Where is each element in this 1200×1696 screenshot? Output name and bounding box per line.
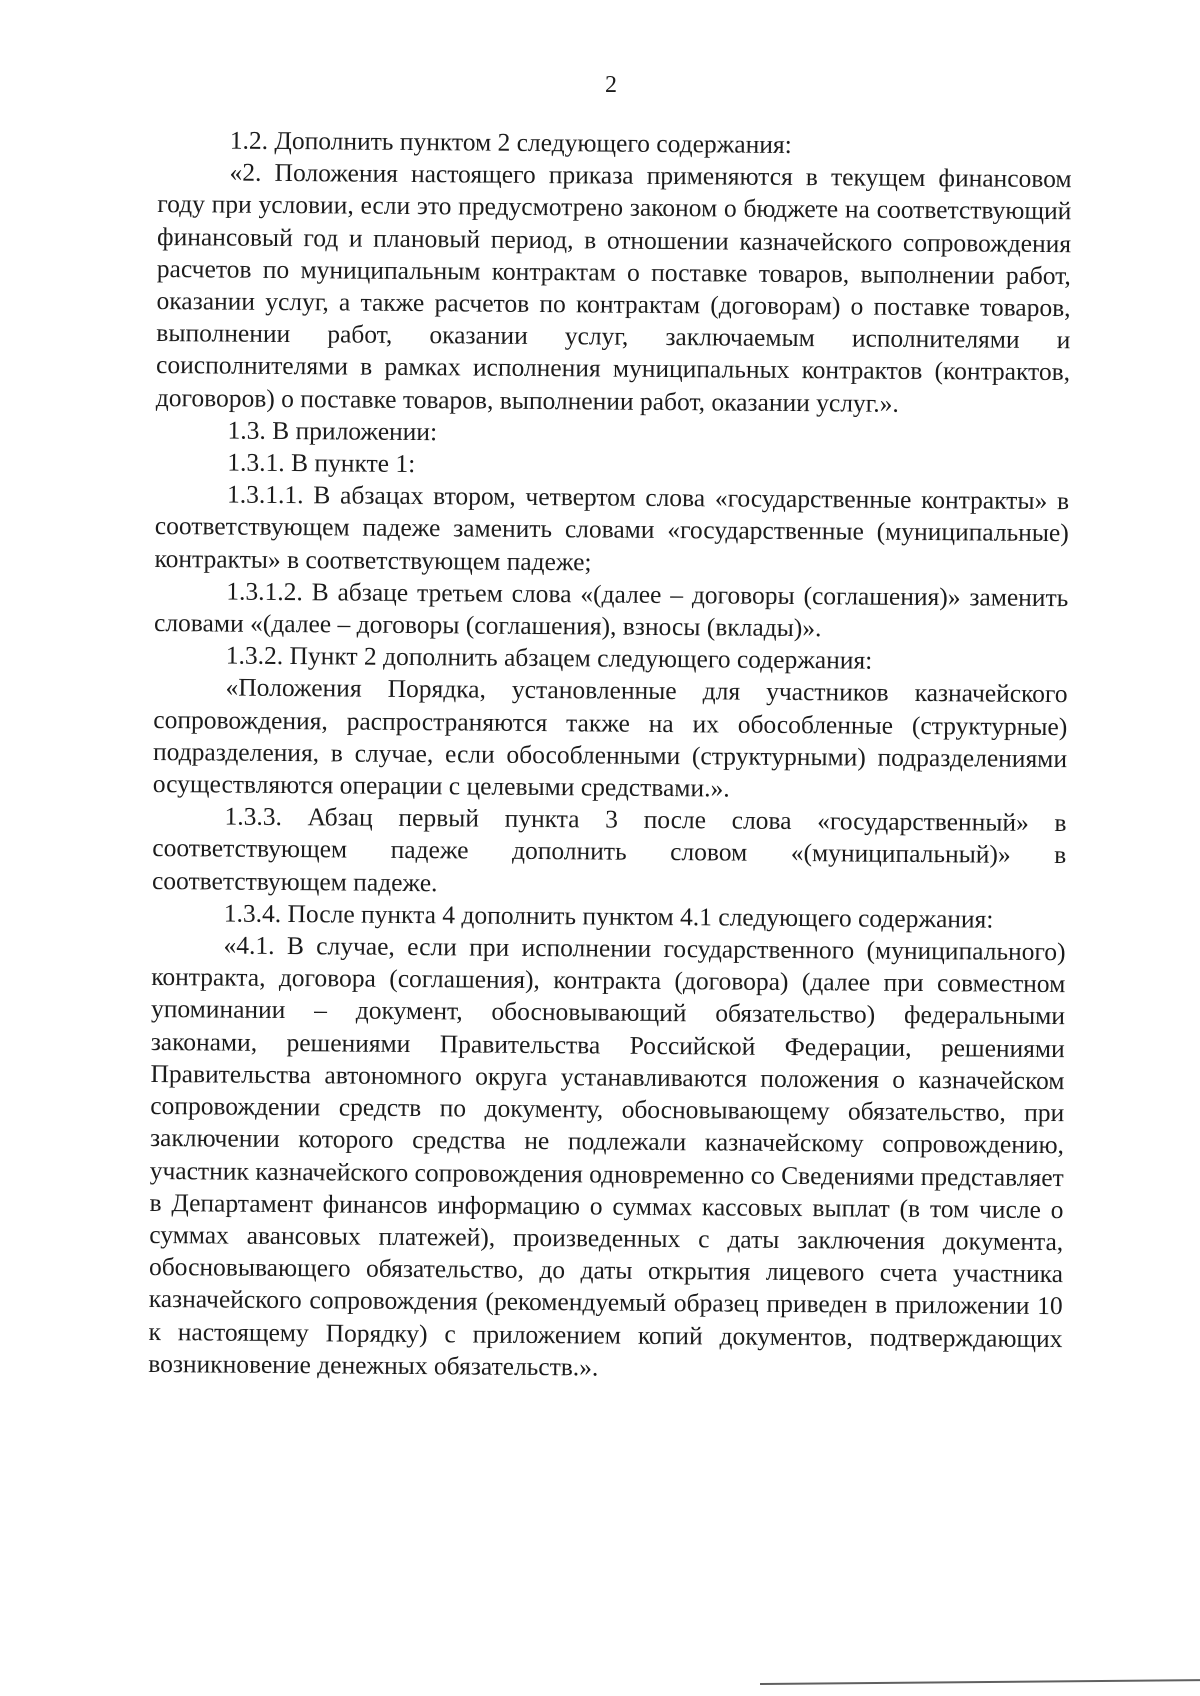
paragraph-1-3-3: 1.3.3. Абзац первый пункта 3 после слова «государственный» в соответствующем падеже дополнить словом «(муниципальный)» в соответствующем падеже. <box>151 801 1067 897</box>
paragraph-1-3-2: 1.3.2. Пункт 2 дополнить абзацем следующего содержания: <box>225 640 873 675</box>
paragraph-structural-units: «Положения Порядка, установленные для участников казначейского сопровождения, распространяются также на их обособленные (структурные) подразделения, в случае, если обособленными (структурными) подразделениями осуществляются операции с целевыми средствами.». <box>152 673 1068 803</box>
document-body <box>148 124 1072 1387</box>
paragraph-1-3-4: 1.3.4. После пункта 4 дополнить пунктом 4.1 следующего содержания: <box>223 898 994 934</box>
paragraph-clause-4-1: «4.1. В случае, если при исполнении государственного (муниципального) контракта, договора (соглашения), контракта (договора) (далее при совместном упоминании – документ, обосновывающий обязательство) федеральными законами, решениями Правительства Российской Федерации, решениями Правительства автономного округа устанавливаются положения о казначейском сопровождении средств по документу, обосновывающему обязательство, при заключении которого средства не подлежали казначейскому сопровождению, участник казначейского сопровождения одновременно со Сведениями представляет в Департамент финансов информацию о суммах кассовых выплат (в том числе о суммах авансовых платежей), произведенных с даты заключения документа, обосновывающего обязательство, до даты открытия лицевого счета участника казначейского сопровождения (рекомендуемый образец приведен в приложении 10 к настоящему Порядку) с приложением копий документов, подтверждающих возникновение денежных обязательств.». <box>148 930 1066 1382</box>
paragraph-1-3-1-2: 1.3.1.2. В абзаце третьем слова «(далее – договоры (соглашения)» заменить словами «(далее – договоры (соглашения), взносы (вклады)». <box>153 576 1069 643</box>
paragraph-1-2: 1.2. Дополнить пунктом 2 следующего содержания: <box>229 125 792 159</box>
paragraph-1-3: 1.3. В приложении: <box>227 415 438 447</box>
paragraph-clause-2: «2. Положения настоящего приказа применяются в текущем финансовом году при условии, если это предусмотрено законом о бюджете на соответствующий финансовый год и плановый период, в отношении казначейского сопровождения расчетов по муниципальным контрактам о поставке товаров, выполнении работ, оказании услуг, а также расчетов по контрактам (договорам) о поставке товаров, выполнении работ, оказании услуг, заключаемым исполнителями и соисполнителями в рамках исполнения муниципальных контрактов (контрактов, договоров) о поставке товаров, выполнении работ, оказании услуг.». <box>155 157 1072 418</box>
paragraph-1-3-1: 1.3.1. В пункте 1: <box>227 447 416 479</box>
paragraph-1-3-1-1: 1.3.1.1. В абзацах втором, четвертом слова «государственные контракты» в соответствующем падеже заменить словами «государственные (муниципальные) контракты» в соответствующем падеже; <box>154 479 1070 577</box>
scan-edge-line <box>760 1679 1200 1685</box>
page-number: 2 <box>605 72 617 98</box>
